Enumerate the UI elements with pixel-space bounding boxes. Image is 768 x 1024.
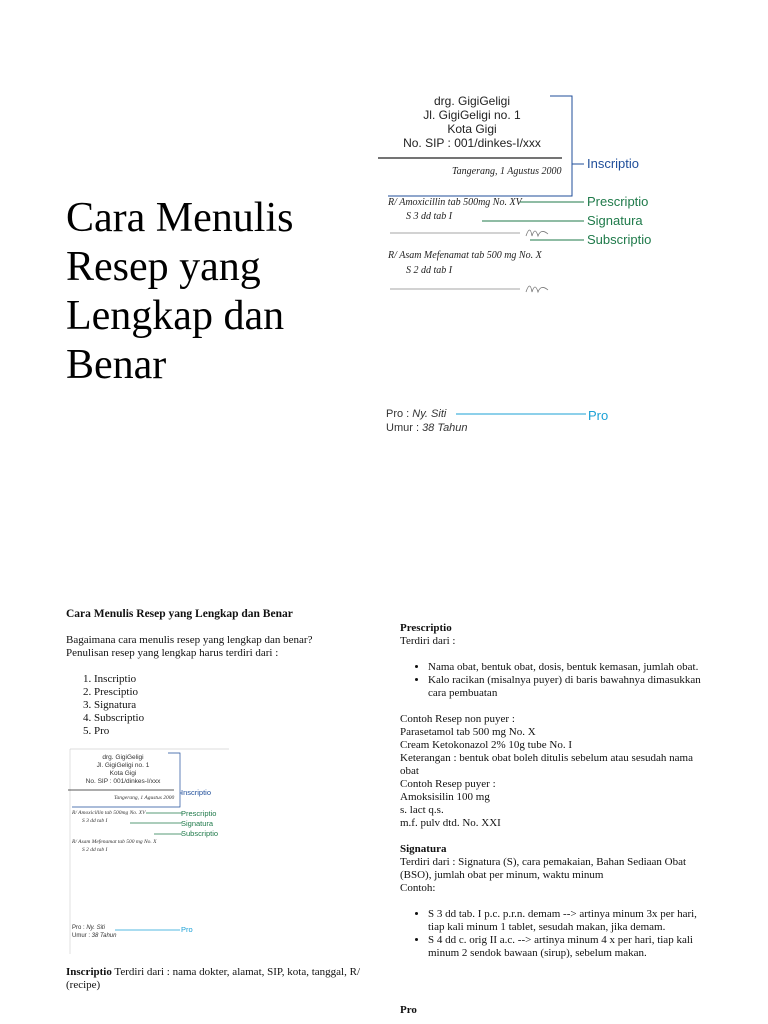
prescriptio-heading: Prescriptio <box>400 622 452 634</box>
list-item: 4. Subscriptio <box>94 712 346 725</box>
small-label-subscriptio: Subscriptio <box>181 829 219 838</box>
example-line: Cream Ketokonazol 2% 10g tube No. I <box>400 739 572 751</box>
list-item: • S 4 dd c. orig II a.c. --> artinya minum 4 x per hari, tiap kali minum 2 sendok bawaan (sirup), sebelum makan. <box>428 934 706 960</box>
list-item: • Nama obat, bentuk obat, dosis, bentuk kemasan, jumlah obat. <box>428 661 706 674</box>
intro-line2: Penulisan resep yang lengkap harus terdiri dari : <box>66 647 279 659</box>
label-pro: Pro <box>588 408 609 423</box>
small-rx2-line2: S 2 dd tab I <box>82 847 108 853</box>
inscriptio-heading: Inscriptio <box>66 966 112 978</box>
example-line: Amoksisilin 100 mg <box>400 791 490 803</box>
list-item: • S 3 dd tab. I p.c. p.r.n. demam --> artinya minum 3x per hari, tiap kali minum 1 tablet, sesudah makan, jika demam. <box>428 908 706 934</box>
small-doctor-sip: No. SIP : 001/dinkes-I/xxx <box>85 778 161 785</box>
components-list <box>66 673 346 738</box>
example-line: Contoh Resep non puyer : <box>400 713 515 725</box>
date-line: Tangerang, 1 Agustus 2000 <box>452 166 562 177</box>
inscriptio-text: Terdiri dari : nama dokter, alamat, SIP, kota, tanggal, R/ (recipe) <box>66 966 361 991</box>
small-rx2-line1: R/ Asam Mefenamat tab 500 mg No. X <box>72 839 157 845</box>
small-date-line: Tangerang, 1 Agustus 2000 <box>114 795 175 801</box>
pro-field: Pro : Ny. Siti <box>386 408 447 420</box>
doctor-city: Kota Gigi <box>447 122 497 136</box>
small-doctor-address: Jl. GigiGeligi no. 1 <box>96 762 150 769</box>
prescriptio-terdiri: Terdiri dari : <box>400 635 456 647</box>
doctor-name: drg. GigiGeligi <box>433 94 511 108</box>
page-title: Cara Menulis Resep yang Lengkap dan Benar <box>66 195 294 388</box>
label-prescriptio: Prescriptio <box>587 194 649 209</box>
label-subscriptio: Subscriptio <box>587 232 652 247</box>
small-age-field: Umur : 38 Tahun <box>72 933 117 939</box>
rx2-line2: S 2 dd tab I <box>406 265 453 276</box>
signatura-heading: Signatura <box>400 843 447 855</box>
list-item: 5. Pro <box>94 725 346 738</box>
list-item: 1. Inscriptio <box>94 673 346 686</box>
example-line: Parasetamol tab 500 mg No. X <box>400 726 536 738</box>
rx1-line1: R/ Amoxicillin tab 500mg No. XV <box>388 197 522 208</box>
age-field: Umur : 38 Tahun <box>386 422 468 434</box>
list-item: 3. Signatura <box>94 699 346 712</box>
label-signatura: Signatura <box>587 213 643 228</box>
small-label-pro: Pro <box>181 925 193 934</box>
small-label-inscriptio: Inscriptio <box>181 788 212 797</box>
example-line: s. lact q.s. <box>400 804 444 816</box>
article-heading: Cara Menulis Resep yang Lengkap dan Benar <box>66 608 293 620</box>
signatura-contoh: Contoh: <box>400 882 436 894</box>
small-doctor-city: Kota Gigi <box>109 770 137 777</box>
small-label-signatura: Signatura <box>181 819 214 828</box>
small-pro-field: Pro : Ny. Siti <box>72 925 105 931</box>
intro-line1: Bagaimana cara menulis resep yang lengkap dan benar? <box>66 634 313 646</box>
prescription-figure-small <box>66 748 236 954</box>
small-label-prescriptio: Prescriptio <box>181 809 217 818</box>
prescription-figure <box>370 88 670 448</box>
example-line: Keterangan : bentuk obat boleh ditulis sebelum atau sesudah nama obat <box>400 752 693 777</box>
list-item: • Kalo racikan (misalnya puyer) di baris bawahnya dimasukkan cara pembuatan <box>428 674 706 700</box>
example-line: m.f. pulv dtd. No. XXI <box>400 817 501 829</box>
rx2-line1: R/ Asam Mefenamat tab 500 mg No. X <box>388 250 542 261</box>
small-rx1-line1: R/ Amoxicillin tab 500mg No. XV <box>72 810 146 816</box>
signatura-bullets <box>400 908 706 960</box>
signatura-text: Terdiri dari : Signatura (S), cara pemakaian, Bahan Sediaan Obat (BSO), jumlah obat per minum, waktu minum <box>400 856 687 881</box>
list-item: 2. Presciptio <box>94 686 346 699</box>
article-right <box>400 622 706 960</box>
rx1-line2: S 3 dd tab I <box>406 211 453 222</box>
doctor-sip: No. SIP : 001/dinkes-I/xxx <box>403 136 541 150</box>
label-inscriptio: Inscriptio <box>587 156 640 171</box>
small-doctor-name: drg. GigiGeligi <box>102 754 144 761</box>
pro-heading: Pro <box>400 1004 417 1016</box>
article-left <box>66 608 346 738</box>
example-line: Contoh Resep puyer : <box>400 778 496 790</box>
small-rx1-line2: S 3 dd tab I <box>82 818 108 824</box>
prescriptio-bullets <box>400 661 706 700</box>
doctor-address: Jl. GigiGeligi no. 1 <box>423 108 521 122</box>
inscriptio-paragraph <box>66 966 366 992</box>
